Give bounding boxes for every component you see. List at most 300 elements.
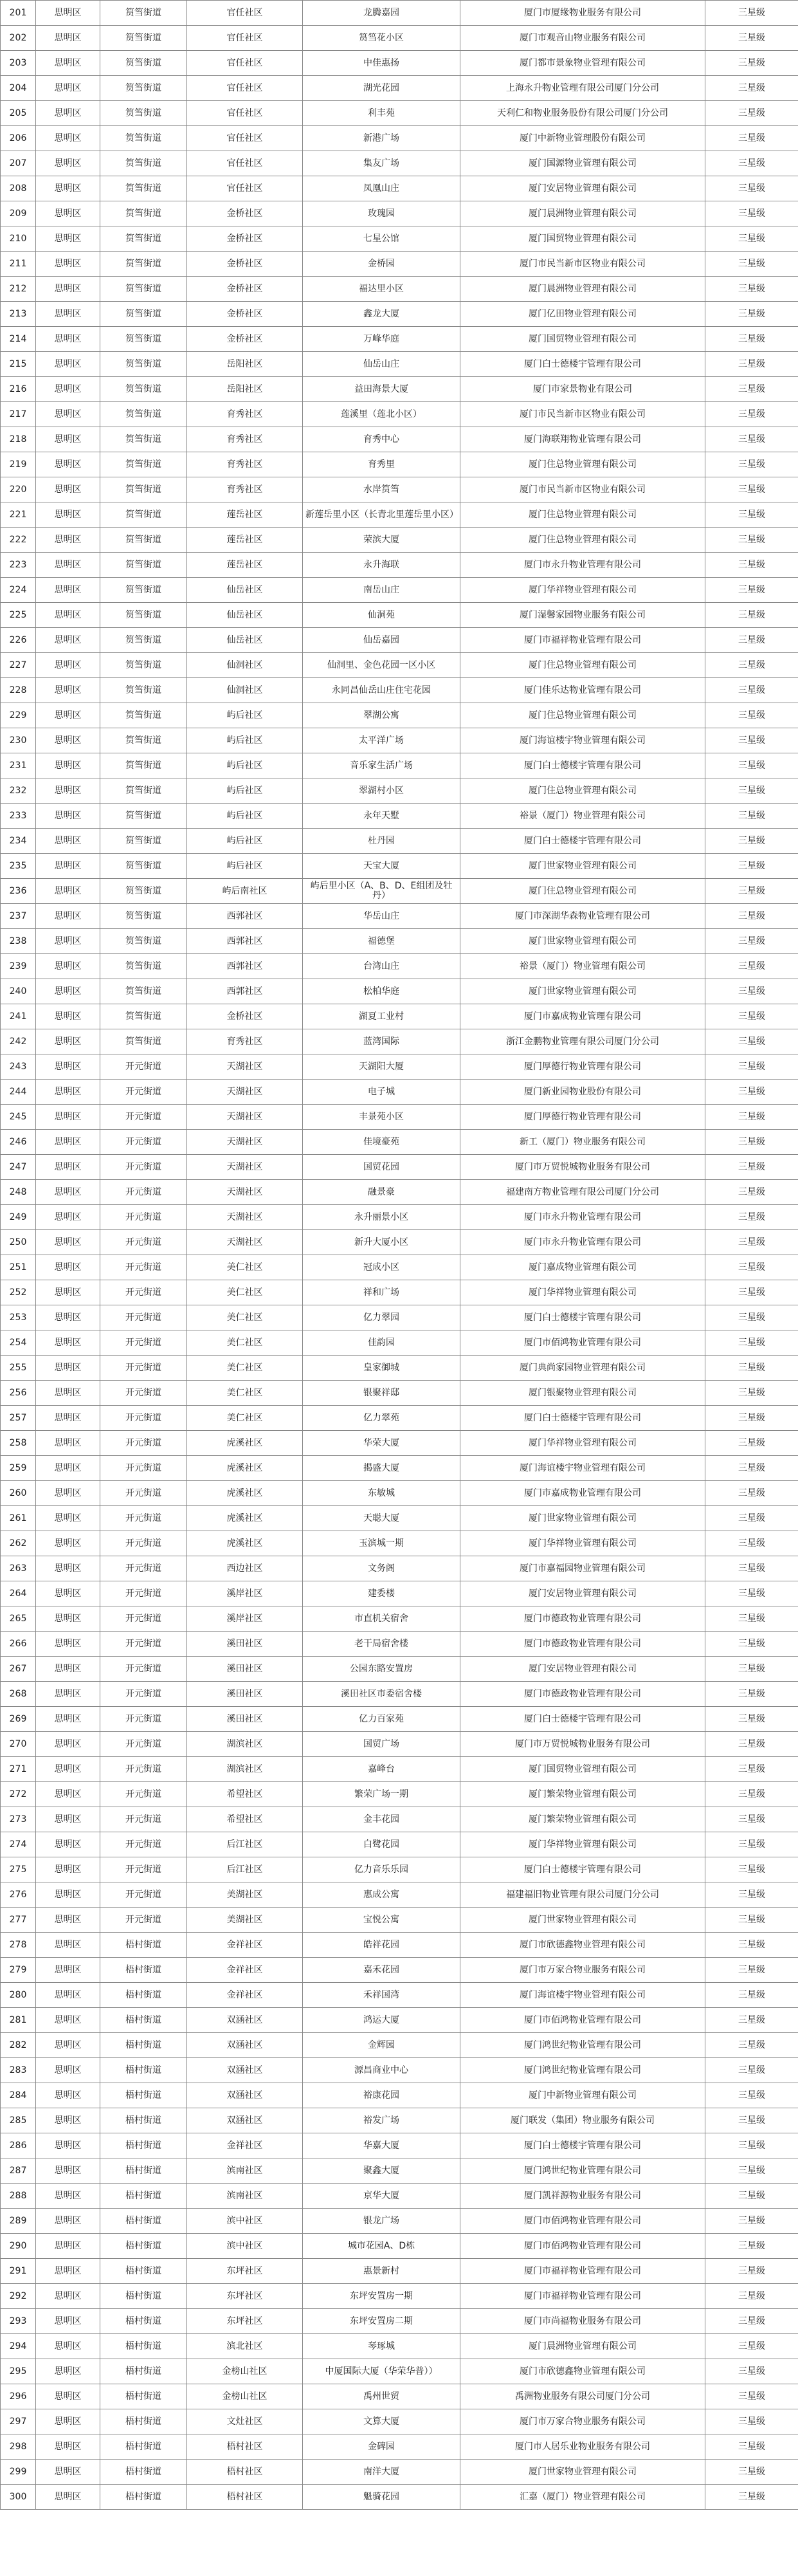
management-company-cell: 厦门海谊楼宇物业管理有限公司 [460, 728, 705, 753]
community-cell: 双涵社区 [187, 2108, 303, 2133]
street-cell: 梧村街道 [100, 2284, 187, 2309]
rating-cell: 三星级 [705, 226, 798, 252]
street-cell: 开元街道 [100, 1080, 187, 1105]
row-number-cell: 236 [1, 879, 36, 904]
row-number-cell: 215 [1, 352, 36, 377]
management-company-cell: 厦门白士德楼宇管理有限公司 [460, 2133, 705, 2158]
street-cell: 梧村街道 [100, 2133, 187, 2158]
row-number-cell: 228 [1, 678, 36, 703]
rating-cell: 三星级 [705, 2033, 798, 2058]
district-cell: 思明区 [36, 2334, 100, 2359]
rating-cell: 三星级 [705, 1506, 798, 1531]
street-cell: 筼筜街道 [100, 252, 187, 277]
table-row [1, 126, 798, 151]
district-cell: 思明区 [36, 1882, 100, 1908]
rating-cell: 三星级 [705, 1155, 798, 1180]
street-cell: 筼筜街道 [100, 427, 187, 452]
street-cell: 开元街道 [100, 1581, 187, 1606]
row-number-cell: 254 [1, 1330, 36, 1356]
table-row [1, 1330, 798, 1356]
district-cell: 思明区 [36, 2309, 100, 2334]
table-row [1, 753, 798, 778]
property-name-cell: 禹州世贸 [303, 2384, 460, 2409]
property-name-cell: 永同昌仙岳山庄住宅花园 [303, 678, 460, 703]
community-cell: 仙洞社区 [187, 653, 303, 678]
rating-cell: 三星级 [705, 1632, 798, 1657]
rating-cell: 三星级 [705, 277, 798, 302]
community-cell: 育秀社区 [187, 452, 303, 477]
community-cell: 滨中社区 [187, 2209, 303, 2234]
community-cell: 虎溪社区 [187, 1506, 303, 1531]
property-name-cell: 天湖阳大厦 [303, 1054, 460, 1080]
table-row [1, 879, 798, 904]
property-name-cell: 中厦国际大厦（华荣华普）） [303, 2359, 460, 2384]
row-number-cell: 229 [1, 703, 36, 728]
row-number-cell: 253 [1, 1305, 36, 1330]
street-cell: 筼筜街道 [100, 603, 187, 628]
rating-cell: 三星级 [705, 2184, 798, 2209]
community-cell: 金桥社区 [187, 201, 303, 226]
community-cell: 天湖社区 [187, 1180, 303, 1205]
row-number-cell: 230 [1, 728, 36, 753]
rating-cell: 三星级 [705, 2409, 798, 2434]
property-name-cell: 国贸花园 [303, 1155, 460, 1180]
street-cell: 筼筜街道 [100, 377, 187, 402]
management-company-cell: 厦门海谊楼宇物业管理有限公司 [460, 1983, 705, 2008]
management-company-cell: 厦门世家物业管理有限公司 [460, 979, 705, 1004]
rating-cell: 三星级 [705, 1381, 798, 1406]
table-row [1, 176, 798, 201]
community-cell: 屿后社区 [187, 703, 303, 728]
property-name-cell: 国贸广场 [303, 1732, 460, 1757]
row-number-cell: 292 [1, 2284, 36, 2309]
street-cell: 筼筜街道 [100, 904, 187, 929]
management-company-cell: 厦门世家物业管理有限公司 [460, 1506, 705, 1531]
street-cell: 筼筜街道 [100, 226, 187, 252]
row-number-cell: 275 [1, 1857, 36, 1882]
rating-cell: 三星级 [705, 1732, 798, 1757]
district-cell: 思明区 [36, 1280, 100, 1305]
community-cell: 莲岳社区 [187, 528, 303, 553]
property-name-cell: 莲溪里（莲北小区） [303, 402, 460, 427]
management-company-cell: 上海永升物业管理有限公司厦门分公司 [460, 76, 705, 101]
property-name-cell: 新港广场 [303, 126, 460, 151]
property-name-cell: 湖光花园 [303, 76, 460, 101]
community-cell: 希望社区 [187, 1807, 303, 1832]
table-row [1, 1983, 798, 2008]
rating-cell: 三星级 [705, 1983, 798, 2008]
table-row [1, 327, 798, 352]
table-row [1, 1406, 798, 1431]
management-company-cell: 厦门国源物业管理有限公司 [460, 151, 705, 176]
table-row [1, 277, 798, 302]
district-cell: 思明区 [36, 1657, 100, 1682]
table-row [1, 1832, 798, 1857]
property-name-cell: 东坪安置房二期 [303, 2309, 460, 2334]
table-row [1, 2409, 798, 2434]
property-name-cell: 亿力音乐乐园 [303, 1857, 460, 1882]
table-row [1, 1807, 798, 1832]
rating-cell: 三星级 [705, 904, 798, 929]
rating-cell: 三星级 [705, 76, 798, 101]
management-company-cell: 裕景（厦门）物业管理有限公司 [460, 804, 705, 829]
rating-cell: 三星级 [705, 51, 798, 76]
management-company-cell: 厦门市永升物业管理有限公司 [460, 1230, 705, 1255]
management-company-cell: 厦门市万家合物业服务有限公司 [460, 1958, 705, 1983]
street-cell: 开元街道 [100, 1682, 187, 1707]
row-number-cell: 290 [1, 2234, 36, 2259]
district-cell: 思明区 [36, 2058, 100, 2083]
district-cell: 思明区 [36, 252, 100, 277]
table-row [1, 2234, 798, 2259]
table-row [1, 1657, 798, 1682]
district-cell: 思明区 [36, 1581, 100, 1606]
rating-cell: 三星级 [705, 1406, 798, 1431]
property-name-cell: 佳韵园 [303, 1330, 460, 1356]
row-number-cell: 295 [1, 2359, 36, 2384]
row-number-cell: 240 [1, 979, 36, 1004]
row-number-cell: 299 [1, 2460, 36, 2485]
rating-cell: 三星级 [705, 628, 798, 653]
property-name-cell: 台湾山庄 [303, 954, 460, 979]
community-cell: 虎溪社区 [187, 1456, 303, 1481]
property-name-cell: 繁荣广场一期 [303, 1782, 460, 1807]
rating-cell: 三星级 [705, 979, 798, 1004]
property-name-cell: 利丰苑 [303, 101, 460, 126]
property-name-cell: 银龙广场 [303, 2209, 460, 2234]
management-company-cell: 裕景（厦门）物业管理有限公司 [460, 954, 705, 979]
community-cell: 美仁社区 [187, 1406, 303, 1431]
table-row [1, 1180, 798, 1205]
property-name-cell: 华嘉大厦 [303, 2133, 460, 2158]
street-cell: 开元街道 [100, 1130, 187, 1155]
community-cell: 双涵社区 [187, 2058, 303, 2083]
rating-cell: 三星级 [705, 1456, 798, 1481]
table-row [1, 2309, 798, 2334]
management-company-cell: 厦门佳乐达物业管理有限公司 [460, 678, 705, 703]
rating-cell: 三星级 [705, 2209, 798, 2234]
street-cell: 梧村街道 [100, 2460, 187, 2485]
table-row [1, 427, 798, 452]
row-number-cell: 298 [1, 2434, 36, 2460]
property-name-cell: 松柏华庭 [303, 979, 460, 1004]
property-name-cell: 皇家御城 [303, 1356, 460, 1381]
district-cell: 思明区 [36, 1431, 100, 1456]
rating-cell: 三星级 [705, 2284, 798, 2309]
district-cell: 思明区 [36, 1029, 100, 1054]
property-name-cell: 玫瑰园 [303, 201, 460, 226]
district-cell: 思明区 [36, 2485, 100, 2510]
table-row [1, 2259, 798, 2284]
row-number-cell: 270 [1, 1732, 36, 1757]
rating-cell: 三星级 [705, 452, 798, 477]
street-cell: 筼筜街道 [100, 151, 187, 176]
street-cell: 开元街道 [100, 1481, 187, 1506]
street-cell: 筼筜街道 [100, 753, 187, 778]
rating-cell: 三星级 [705, 1531, 798, 1556]
management-company-cell: 厦门国贸物业管理有限公司 [460, 226, 705, 252]
table-row [1, 1, 798, 26]
community-cell: 岳阳社区 [187, 352, 303, 377]
row-number-cell: 300 [1, 2485, 36, 2510]
street-cell: 开元街道 [100, 1180, 187, 1205]
community-cell: 屿后社区 [187, 829, 303, 854]
district-cell: 思明区 [36, 151, 100, 176]
management-company-cell: 厦门市嘉成物业管理有限公司 [460, 1481, 705, 1506]
row-number-cell: 231 [1, 753, 36, 778]
rating-cell: 三星级 [705, 528, 798, 553]
street-cell: 开元街道 [100, 1356, 187, 1381]
district-cell: 思明区 [36, 1155, 100, 1180]
management-company-cell: 厦门安居物业管理有限公司 [460, 1657, 705, 1682]
property-name-cell: 祥和广场 [303, 1280, 460, 1305]
property-name-cell: 金碑园 [303, 2434, 460, 2460]
community-cell: 金祥社区 [187, 1983, 303, 2008]
street-cell: 开元街道 [100, 1280, 187, 1305]
district-cell: 思明区 [36, 979, 100, 1004]
street-cell: 筼筜街道 [100, 402, 187, 427]
street-cell: 梧村街道 [100, 2108, 187, 2133]
management-company-cell: 厦门湿馨家园物业服务有限公司 [460, 603, 705, 628]
management-company-cell: 厦门住总物业管理有限公司 [460, 778, 705, 804]
street-cell: 梧村街道 [100, 2434, 187, 2460]
property-name-cell: 荣滨大厦 [303, 528, 460, 553]
rating-cell: 三星级 [705, 578, 798, 603]
management-company-cell: 厦门新业园物业股份有限公司 [460, 1080, 705, 1105]
table-row [1, 1606, 798, 1632]
management-company-cell: 厦门白士德楼宇管理有限公司 [460, 1857, 705, 1882]
table-row [1, 929, 798, 954]
rating-cell: 三星级 [705, 2259, 798, 2284]
row-number-cell: 221 [1, 502, 36, 528]
property-name-cell: 永升海联 [303, 553, 460, 578]
row-number-cell: 212 [1, 277, 36, 302]
property-name-cell: 亿力翠苑 [303, 1406, 460, 1431]
rating-cell: 三星级 [705, 1330, 798, 1356]
community-cell: 后江社区 [187, 1832, 303, 1857]
table-row [1, 854, 798, 879]
row-number-cell: 211 [1, 252, 36, 277]
district-cell: 思明区 [36, 302, 100, 327]
district-cell: 思明区 [36, 2008, 100, 2033]
rating-cell: 三星级 [705, 1029, 798, 1054]
street-cell: 开元街道 [100, 1657, 187, 1682]
district-cell: 思明区 [36, 1983, 100, 2008]
community-cell: 育秀社区 [187, 477, 303, 502]
street-cell: 开元街道 [100, 1857, 187, 1882]
community-cell: 西边社区 [187, 1556, 303, 1581]
district-cell: 思明区 [36, 929, 100, 954]
property-name-cell: 京华大厦 [303, 2184, 460, 2209]
management-company-cell: 厦门厚德行物业管理有限公司 [460, 1105, 705, 1130]
rating-cell: 三星级 [705, 2158, 798, 2184]
row-number-cell: 261 [1, 1506, 36, 1531]
property-name-cell: 凤凰山庄 [303, 176, 460, 201]
district-cell: 思明区 [36, 879, 100, 904]
community-cell: 仙洞社区 [187, 678, 303, 703]
district-cell: 思明区 [36, 1857, 100, 1882]
community-cell: 溪岸社区 [187, 1606, 303, 1632]
table-row [1, 502, 798, 528]
row-number-cell: 226 [1, 628, 36, 653]
community-cell: 金桥社区 [187, 226, 303, 252]
community-cell: 屿后社区 [187, 753, 303, 778]
street-cell: 筼筜街道 [100, 929, 187, 954]
district-cell: 思明区 [36, 1381, 100, 1406]
district-cell: 思明区 [36, 1531, 100, 1556]
street-cell: 梧村街道 [100, 2058, 187, 2083]
rating-cell: 三星级 [705, 1908, 798, 1933]
management-company-cell: 厦门安居物业管理有限公司 [460, 176, 705, 201]
community-cell: 东坪社区 [187, 2309, 303, 2334]
property-name-cell: 屿后里小区（A、B、D、E组团及牡丹） [303, 879, 460, 904]
management-company-cell: 厦门市福祥物业管理有限公司 [460, 2284, 705, 2309]
table-row [1, 151, 798, 176]
row-number-cell: 235 [1, 854, 36, 879]
table-row [1, 1632, 798, 1657]
property-name-cell: 集友广场 [303, 151, 460, 176]
management-company-cell: 厦门银聚物业管理有限公司 [460, 1381, 705, 1406]
district-cell: 思明区 [36, 277, 100, 302]
community-cell: 官任社区 [187, 126, 303, 151]
property-name-cell: 龙腾嘉园 [303, 1, 460, 26]
street-cell: 梧村街道 [100, 2359, 187, 2384]
management-company-cell: 厦门白士德楼宇管理有限公司 [460, 352, 705, 377]
table-row [1, 101, 798, 126]
street-cell: 筼筜街道 [100, 703, 187, 728]
property-name-cell: 禾祥国湾 [303, 1983, 460, 2008]
table-row [1, 1305, 798, 1330]
rating-cell: 三星级 [705, 728, 798, 753]
management-company-cell: 厦门华祥物业管理有限公司 [460, 578, 705, 603]
community-cell: 育秀社区 [187, 427, 303, 452]
street-cell: 开元街道 [100, 1381, 187, 1406]
community-cell: 仙岳社区 [187, 628, 303, 653]
street-cell: 梧村街道 [100, 2259, 187, 2284]
street-cell: 筼筜街道 [100, 126, 187, 151]
table-row [1, 2083, 798, 2108]
street-cell: 筼筜街道 [100, 1004, 187, 1029]
street-cell: 梧村街道 [100, 2158, 187, 2184]
street-cell: 筼筜街道 [100, 578, 187, 603]
row-number-cell: 293 [1, 2309, 36, 2334]
street-cell: 开元街道 [100, 1255, 187, 1280]
rating-cell: 三星级 [705, 2083, 798, 2108]
row-number-cell: 205 [1, 101, 36, 126]
street-cell: 开元街道 [100, 1632, 187, 1657]
street-cell: 筼筜街道 [100, 1, 187, 26]
property-name-cell: 丰景苑小区 [303, 1105, 460, 1130]
street-cell: 筼筜街道 [100, 176, 187, 201]
community-cell: 仙岳社区 [187, 603, 303, 628]
row-number-cell: 237 [1, 904, 36, 929]
property-name-cell: 新升大厦小区 [303, 1230, 460, 1255]
row-number-cell: 207 [1, 151, 36, 176]
street-cell: 开元街道 [100, 1155, 187, 1180]
property-name-cell: 育秀里 [303, 452, 460, 477]
table-row [1, 1456, 798, 1481]
management-company-cell: 厦门市民当新市区物业有限公司 [460, 252, 705, 277]
management-company-cell: 厦门繁荣物业管理有限公司 [460, 1807, 705, 1832]
property-name-cell: 文算大厦 [303, 2409, 460, 2434]
rating-cell: 三星级 [705, 1556, 798, 1581]
management-company-cell: 厦门厚德行物业管理有限公司 [460, 1054, 705, 1080]
community-cell: 金桥社区 [187, 252, 303, 277]
property-name-cell: 筼筜花小区 [303, 26, 460, 51]
property-name-cell: 老干局宿舍楼 [303, 1632, 460, 1657]
property-name-cell: 宝悦公寓 [303, 1908, 460, 1933]
row-number-cell: 259 [1, 1456, 36, 1481]
row-number-cell: 269 [1, 1707, 36, 1732]
management-company-cell: 厦门住总物业管理有限公司 [460, 502, 705, 528]
management-company-cell: 厦门凯祥源物业服务有限公司 [460, 2184, 705, 2209]
street-cell: 筼筜街道 [100, 778, 187, 804]
district-cell: 思明区 [36, 1682, 100, 1707]
table-row [1, 603, 798, 628]
street-cell: 筼筜街道 [100, 26, 187, 51]
street-cell: 梧村街道 [100, 2485, 187, 2510]
rating-cell: 三星级 [705, 377, 798, 402]
district-cell: 思明区 [36, 528, 100, 553]
street-cell: 开元街道 [100, 1431, 187, 1456]
community-cell: 双涵社区 [187, 2008, 303, 2033]
property-name-cell: 南岳山庄 [303, 578, 460, 603]
rating-cell: 三星级 [705, 1305, 798, 1330]
property-name-cell: 新莲岳里小区（长青北里莲岳里小区） [303, 502, 460, 528]
street-cell: 梧村街道 [100, 2309, 187, 2334]
district-cell: 思明区 [36, 1556, 100, 1581]
district-cell: 思明区 [36, 678, 100, 703]
management-company-cell: 厦门华祥物业管理有限公司 [460, 1832, 705, 1857]
management-company-cell: 厦门安居物业管理有限公司 [460, 1581, 705, 1606]
district-cell: 思明区 [36, 402, 100, 427]
row-number-cell: 243 [1, 1054, 36, 1080]
street-cell: 梧村街道 [100, 2384, 187, 2409]
district-cell: 思明区 [36, 1080, 100, 1105]
district-cell: 思明区 [36, 2108, 100, 2133]
district-cell: 思明区 [36, 1506, 100, 1531]
table-row [1, 1155, 798, 1180]
property-name-cell: 鑫龙大厦 [303, 302, 460, 327]
rating-cell: 三星级 [705, 2485, 798, 2510]
street-cell: 开元街道 [100, 1782, 187, 1807]
row-number-cell: 255 [1, 1356, 36, 1381]
rating-cell: 三星级 [705, 1481, 798, 1506]
community-cell: 虎溪社区 [187, 1431, 303, 1456]
property-name-cell: 文务阁 [303, 1556, 460, 1581]
row-number-cell: 265 [1, 1606, 36, 1632]
management-company-cell: 厦门市德政物业管理有限公司 [460, 1632, 705, 1657]
rating-cell: 三星级 [705, 1958, 798, 1983]
table-row [1, 2184, 798, 2209]
district-cell: 思明区 [36, 1732, 100, 1757]
community-cell: 屿后社区 [187, 778, 303, 804]
rating-cell: 三星级 [705, 2234, 798, 2259]
property-name-cell: 建委楼 [303, 1581, 460, 1606]
district-cell: 思明区 [36, 352, 100, 377]
rating-cell: 三星级 [705, 352, 798, 377]
row-number-cell: 244 [1, 1080, 36, 1105]
community-cell: 育秀社区 [187, 1029, 303, 1054]
row-number-cell: 286 [1, 2133, 36, 2158]
community-cell: 美仁社区 [187, 1305, 303, 1330]
table-row [1, 728, 798, 753]
rating-cell: 三星级 [705, 2434, 798, 2460]
community-cell: 天湖社区 [187, 1230, 303, 1255]
district-cell: 思明区 [36, 1054, 100, 1080]
street-cell: 筼筜街道 [100, 51, 187, 76]
district-cell: 思明区 [36, 1356, 100, 1381]
